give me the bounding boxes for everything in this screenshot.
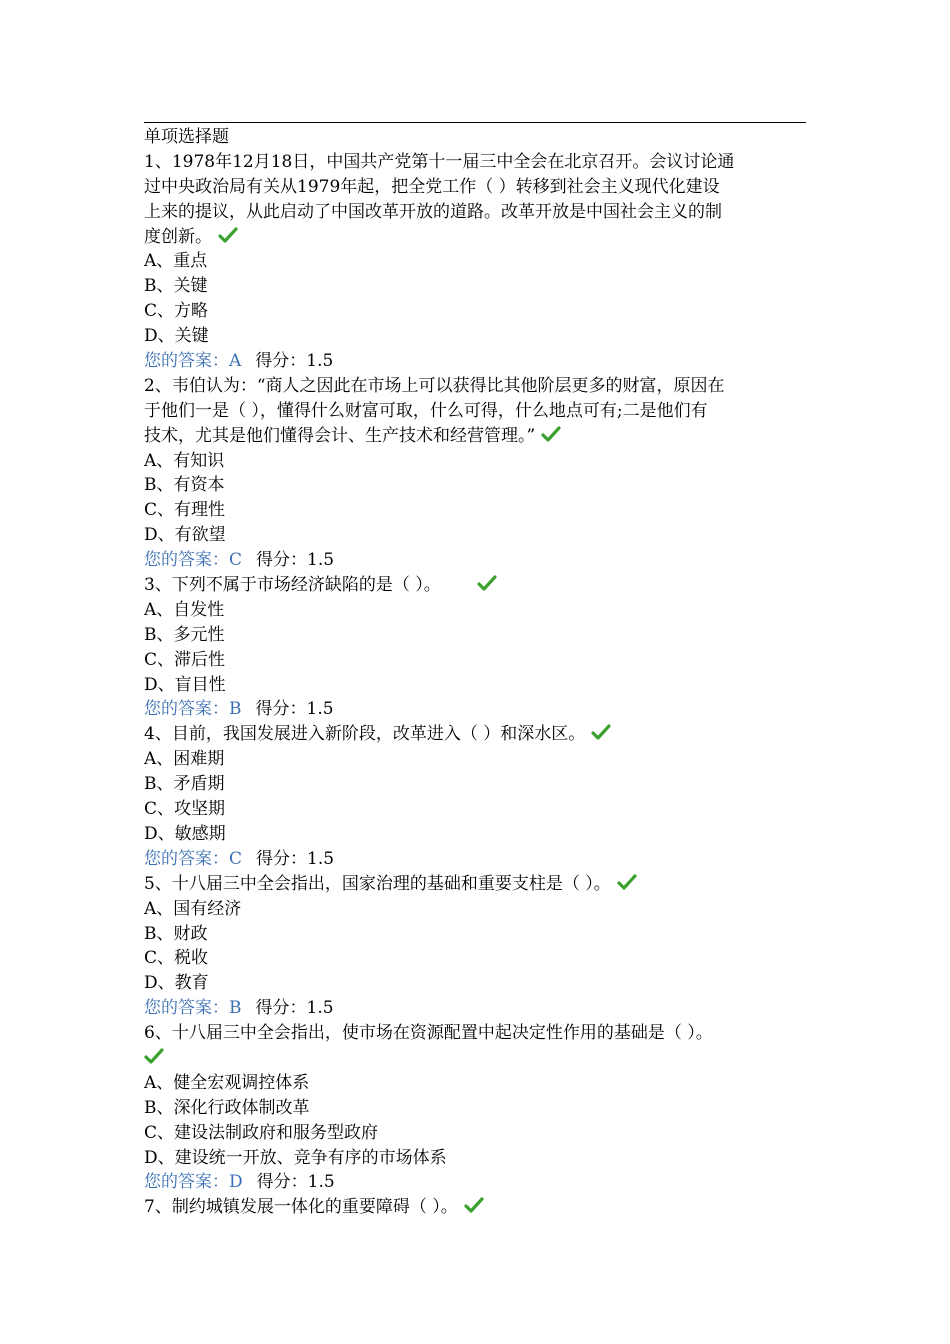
answer-option: B、深化行政体制改革: [144, 1097, 310, 1118]
checkmark-icon: [464, 1196, 484, 1214]
question-stem-text: 过中央政治局有关从1979年起，把全党工作（ ）转移到社会主义现代化建设: [144, 176, 720, 197]
your-answer: 您的答案：C: [144, 848, 243, 869]
question-stem-text: 6、十八届三中全会指出，使市场在资源配置中起决定性作用的基础是（ ）。: [144, 1023, 713, 1044]
answer-option: D、有欲望: [144, 525, 226, 546]
question-stem-text: 上来的提议，从此启动了中国改革开放的道路。改革开放是中国社会主义的制: [144, 201, 722, 222]
your-answer: 您的答案：B: [144, 699, 242, 720]
answer-option: C、滞后性: [144, 649, 226, 670]
score: 得分：1.5: [256, 550, 335, 571]
section-title: 单项选择题: [144, 127, 229, 147]
question-stem-text: 7、制约城镇发展一体化的重要障碍（ ）。: [144, 1197, 458, 1218]
header-rule: [144, 122, 806, 123]
question-stem-line: [144, 374, 806, 399]
answer-option: D、建设统一开放、竞争有序的市场体系: [144, 1147, 447, 1168]
answer-option: B、财政: [144, 923, 208, 944]
answer-option: A、健全宏观调控体系: [144, 1072, 310, 1093]
answer-result-row: [144, 1170, 806, 1195]
question-block: [144, 150, 806, 374]
question-stem-line: [144, 424, 806, 449]
answer-result-row: [144, 548, 806, 573]
score: 得分：1.5: [256, 848, 335, 869]
question-block: [144, 872, 806, 1021]
question-stem-text: 5、十八届三中全会指出，国家治理的基础和重要支柱是（ ）。: [144, 873, 611, 894]
question-stem-line: [144, 573, 806, 598]
answer-option: B、有资本: [144, 475, 225, 496]
answer-option: B、多元性: [144, 624, 225, 645]
question-stem-line: [144, 1195, 806, 1220]
score: 得分：1.5: [256, 1172, 335, 1193]
answer-option: D、关键: [144, 326, 209, 347]
question-stem-line: [144, 399, 806, 424]
answer-result-row: [144, 996, 806, 1021]
answer-option: B、关键: [144, 276, 208, 297]
question-stem-line: [144, 225, 806, 250]
checkmark-icon: [617, 873, 637, 891]
checkmark-icon: [541, 425, 561, 443]
answer-option: C、有理性: [144, 500, 226, 521]
answer-option: D、盲目性: [144, 674, 226, 695]
your-answer: 您的答案：C: [144, 550, 243, 571]
answer-option: B、矛盾期: [144, 774, 225, 795]
checkmark-icon: [218, 226, 238, 244]
question-stem-text: 度创新。: [144, 226, 212, 247]
question-stem-line: [144, 1021, 806, 1046]
answer-option: C、方略: [144, 301, 209, 322]
score: 得分：1.5: [255, 998, 334, 1019]
question-stem-line: [144, 200, 806, 225]
answer-option: C、攻坚期: [144, 799, 226, 820]
your-answer: 您的答案：B: [144, 998, 242, 1019]
answer-option: C、建设法制政府和服务型政府: [144, 1122, 379, 1143]
question-stem-text: 3、下列不属于市场经济缺陷的是（ ）。: [144, 575, 441, 596]
question-block: [144, 1021, 806, 1195]
question-block: [144, 1195, 806, 1220]
checkmark-icon: [477, 574, 497, 592]
question-stem-text: 4、目前，我国发展进入新阶段，改革进入（ ）和深水区。: [144, 724, 586, 745]
score: 得分：1.5: [255, 351, 334, 372]
score: 得分：1.5: [255, 699, 334, 720]
answer-option: A、国有经济: [144, 898, 242, 919]
question-stem-text: 1、1978年12月18日，中国共产党第十一届三中全会在北京召开。会议讨论通: [144, 151, 735, 172]
answer-option: A、困难期: [144, 749, 225, 770]
question-stem-line: [144, 1046, 806, 1071]
checkmark-icon: [591, 723, 611, 741]
question-stem-line: [144, 722, 806, 747]
answer-option: D、敏感期: [144, 823, 226, 844]
answer-option: A、有知识: [144, 450, 225, 471]
answer-option: C、税收: [144, 948, 209, 969]
question-stem-line: [144, 872, 806, 897]
your-answer: 您的答案：A: [144, 351, 242, 372]
question-block: [144, 374, 806, 573]
question-stem-text: 2、韦伯认为：“商人之因此在市场上可以获得比其他阶层更多的财富，原因在: [144, 375, 725, 396]
question-stem-line: [144, 150, 806, 175]
question-block: [144, 573, 806, 722]
question-block: [144, 722, 806, 871]
your-answer: 您的答案：D: [144, 1172, 243, 1193]
answer-option: A、重点: [144, 251, 208, 272]
checkmark-icon: [144, 1047, 164, 1065]
question-list: [144, 125, 806, 1220]
question-stem-text: 技术，尤其是他们懂得会计、生产技术和经营管理。”: [144, 425, 536, 446]
question-stem-line: [144, 175, 806, 200]
questions-container: [144, 150, 806, 1220]
answer-option: D、教育: [144, 973, 209, 994]
answer-option: A、自发性: [144, 599, 225, 620]
question-stem-text: 于他们一是（ ），懂得什么财富可取，什么可得，什么地点可有;二是他们有: [144, 400, 708, 421]
answer-result-row: [144, 697, 806, 722]
answer-result-row: [144, 349, 806, 374]
answer-result-row: [144, 847, 806, 872]
